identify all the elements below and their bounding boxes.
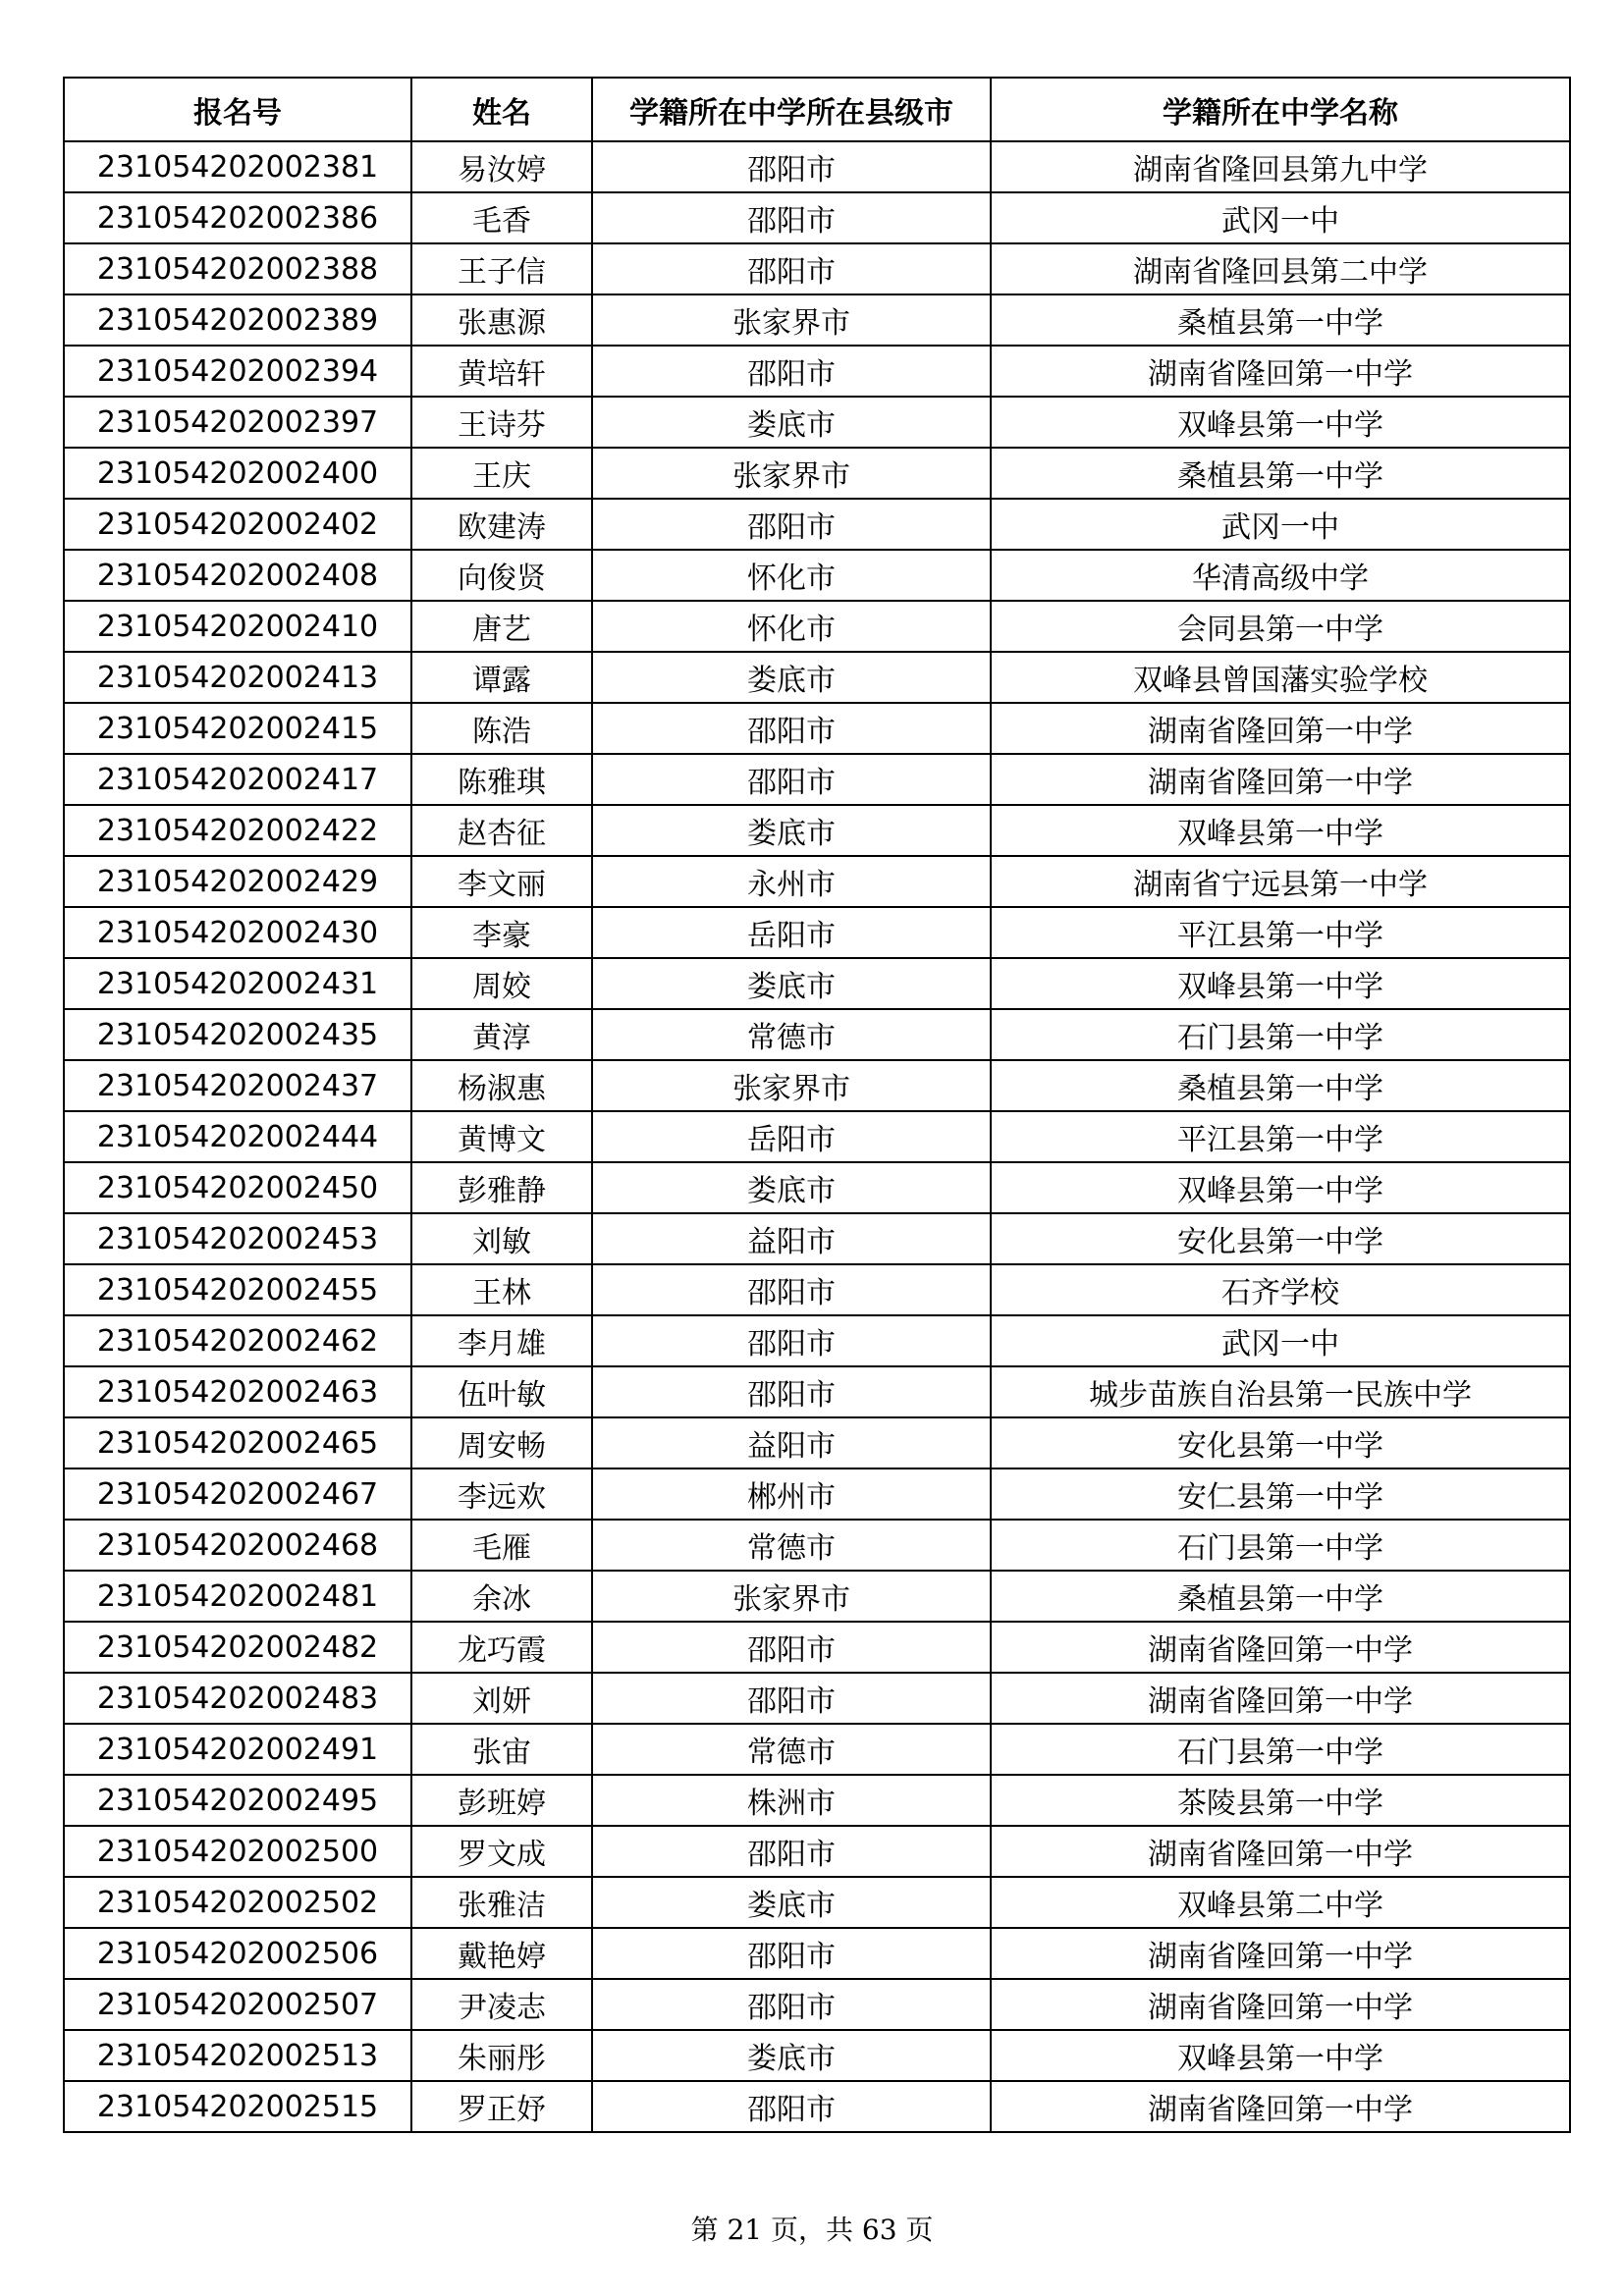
name-cell: 周安畅: [411, 1417, 592, 1468]
table-row: [64, 856, 1570, 907]
name-cell: 谭露: [411, 652, 592, 703]
school-name-cell: 石齐学校: [991, 1264, 1570, 1315]
table-row: [64, 1622, 1570, 1673]
name-cell: 唐艺: [411, 601, 592, 652]
table-row: [64, 448, 1570, 499]
school-name-cell: 安化县第一中学: [991, 1417, 1570, 1468]
name-cell: 毛雁: [411, 1520, 592, 1571]
name-cell: 罗正妤: [411, 2081, 592, 2132]
school-name-cell: 双峰县第一中学: [991, 805, 1570, 856]
school-name-cell: 武冈一中: [991, 192, 1570, 243]
name-cell: 戴艳婷: [411, 1928, 592, 1979]
county-city-cell: 邵阳市: [592, 499, 991, 550]
table-row: [64, 805, 1570, 856]
name-cell: 张惠源: [411, 294, 592, 346]
name-cell: 黄博文: [411, 1111, 592, 1162]
table-row: [64, 1724, 1570, 1775]
registration-number-cell: 231054202002467: [64, 1468, 411, 1520]
county-city-cell: 怀化市: [592, 601, 991, 652]
header-row: [64, 78, 1570, 141]
school-name-cell: 平江县第一中学: [991, 907, 1570, 958]
name-cell: 龙巧霞: [411, 1622, 592, 1673]
name-cell: 赵杏征: [411, 805, 592, 856]
county-city-cell: 邵阳市: [592, 141, 991, 192]
registration-number-cell: 231054202002495: [64, 1775, 411, 1826]
table-row: [64, 243, 1570, 294]
school-name-cell: 武冈一中: [991, 499, 1570, 550]
registration-number-cell: 231054202002453: [64, 1213, 411, 1264]
county-city-cell: 娄底市: [592, 958, 991, 1009]
name-cell: 彭班婷: [411, 1775, 592, 1826]
admission-list-table: [63, 77, 1571, 2133]
county-city-cell: 邵阳市: [592, 1264, 991, 1315]
name-cell: 王庆: [411, 448, 592, 499]
registration-number-cell: 231054202002482: [64, 1622, 411, 1673]
school-name-cell: 桑植县第一中学: [991, 448, 1570, 499]
county-city-cell: 益阳市: [592, 1417, 991, 1468]
table-row: [64, 958, 1570, 1009]
school-name-cell: 城步苗族自治县第一民族中学: [991, 1366, 1570, 1417]
name-cell: 尹凌志: [411, 1979, 592, 2030]
name-cell: 张宙: [411, 1724, 592, 1775]
school-name-cell: 湖南省隆回第一中学: [991, 703, 1570, 754]
school-name-cell: 双峰县第二中学: [991, 1877, 1570, 1928]
school-name-cell: 安仁县第一中学: [991, 1468, 1570, 1520]
registration-number-cell: 231054202002394: [64, 346, 411, 397]
school-name-cell: 武冈一中: [991, 1315, 1570, 1366]
county-city-cell: 张家界市: [592, 294, 991, 346]
school-name-cell: 桑植县第一中学: [991, 1060, 1570, 1111]
school-name-cell: 安化县第一中学: [991, 1213, 1570, 1264]
county-city-cell: 怀化市: [592, 550, 991, 601]
school-name-cell: 湖南省隆回第一中学: [991, 1673, 1570, 1724]
header-county-city: 学籍所在中学所在县级市: [592, 78, 991, 141]
registration-number-cell: 231054202002515: [64, 2081, 411, 2132]
county-city-cell: 邵阳市: [592, 703, 991, 754]
name-cell: 彭雅静: [411, 1162, 592, 1213]
name-cell: 向俊贤: [411, 550, 592, 601]
name-cell: 李远欢: [411, 1468, 592, 1520]
county-city-cell: 常德市: [592, 1520, 991, 1571]
county-city-cell: 娄底市: [592, 1162, 991, 1213]
school-name-cell: 湖南省隆回第一中学: [991, 1826, 1570, 1877]
county-city-cell: 邵阳市: [592, 1622, 991, 1673]
county-city-cell: 邵阳市: [592, 1928, 991, 1979]
county-city-cell: 永州市: [592, 856, 991, 907]
registration-number-cell: 231054202002507: [64, 1979, 411, 2030]
table-row: [64, 1673, 1570, 1724]
table-row: [64, 703, 1570, 754]
registration-number-cell: 231054202002506: [64, 1928, 411, 1979]
registration-number-cell: 231054202002422: [64, 805, 411, 856]
name-cell: 李文丽: [411, 856, 592, 907]
table-row: [64, 550, 1570, 601]
name-cell: 黄培轩: [411, 346, 592, 397]
school-name-cell: 双峰县第一中学: [991, 397, 1570, 448]
county-city-cell: 邵阳市: [592, 1826, 991, 1877]
name-cell: 周姣: [411, 958, 592, 1009]
name-cell: 刘妍: [411, 1673, 592, 1724]
county-city-cell: 邵阳市: [592, 192, 991, 243]
county-city-cell: 张家界市: [592, 1571, 991, 1622]
county-city-cell: 邵阳市: [592, 2081, 991, 2132]
name-cell: 王诗芬: [411, 397, 592, 448]
registration-number-cell: 231054202002415: [64, 703, 411, 754]
county-city-cell: 娄底市: [592, 805, 991, 856]
registration-number-cell: 231054202002450: [64, 1162, 411, 1213]
school-name-cell: 桑植县第一中学: [991, 294, 1570, 346]
table-row: [64, 1520, 1570, 1571]
registration-number-cell: 231054202002402: [64, 499, 411, 550]
name-cell: 王林: [411, 1264, 592, 1315]
school-name-cell: 湖南省隆回第一中学: [991, 1979, 1570, 2030]
registration-number-cell: 231054202002400: [64, 448, 411, 499]
table-row: [64, 1264, 1570, 1315]
table-header: [64, 78, 1570, 141]
county-city-cell: 娄底市: [592, 652, 991, 703]
school-name-cell: 湖南省隆回第一中学: [991, 2081, 1570, 2132]
registration-number-cell: 231054202002483: [64, 1673, 411, 1724]
registration-number-cell: 231054202002500: [64, 1826, 411, 1877]
school-name-cell: 湖南省隆回第一中学: [991, 1622, 1570, 1673]
school-name-cell: 桑植县第一中学: [991, 1571, 1570, 1622]
school-name-cell: 会同县第一中学: [991, 601, 1570, 652]
county-city-cell: 常德市: [592, 1009, 991, 1060]
registration-number-cell: 231054202002465: [64, 1417, 411, 1468]
table-row: [64, 907, 1570, 958]
county-city-cell: 娄底市: [592, 2030, 991, 2081]
school-name-cell: 双峰县第一中学: [991, 2030, 1570, 2081]
table-row: [64, 1775, 1570, 1826]
name-cell: 陈雅琪: [411, 754, 592, 805]
county-city-cell: 邵阳市: [592, 243, 991, 294]
name-cell: 罗文成: [411, 1826, 592, 1877]
registration-number-cell: 231054202002455: [64, 1264, 411, 1315]
registration-number-cell: 231054202002463: [64, 1366, 411, 1417]
header-school-name: 学籍所在中学名称: [991, 78, 1570, 141]
table-row: [64, 1928, 1570, 1979]
name-cell: 张雅洁: [411, 1877, 592, 1928]
header-name: 姓名: [411, 78, 592, 141]
school-name-cell: 石门县第一中学: [991, 1009, 1570, 1060]
table-row: [64, 1417, 1570, 1468]
registration-number-cell: 231054202002431: [64, 958, 411, 1009]
table-row: [64, 1315, 1570, 1366]
table-row: [64, 294, 1570, 346]
school-name-cell: 湖南省宁远县第一中学: [991, 856, 1570, 907]
registration-number-cell: 231054202002435: [64, 1009, 411, 1060]
county-city-cell: 邵阳市: [592, 1673, 991, 1724]
table-row: [64, 1366, 1570, 1417]
registration-number-cell: 231054202002437: [64, 1060, 411, 1111]
registration-number-cell: 231054202002417: [64, 754, 411, 805]
county-city-cell: 邵阳市: [592, 1366, 991, 1417]
school-name-cell: 平江县第一中学: [991, 1111, 1570, 1162]
registration-number-cell: 231054202002397: [64, 397, 411, 448]
table-row: [64, 397, 1570, 448]
name-cell: 李月雄: [411, 1315, 592, 1366]
registration-number-cell: 231054202002430: [64, 907, 411, 958]
registration-number-cell: 231054202002468: [64, 1520, 411, 1571]
name-cell: 王子信: [411, 243, 592, 294]
county-city-cell: 株洲市: [592, 1775, 991, 1826]
county-city-cell: 邵阳市: [592, 346, 991, 397]
table-row: [64, 1162, 1570, 1213]
registration-number-cell: 231054202002513: [64, 2030, 411, 2081]
registration-number-cell: 231054202002389: [64, 294, 411, 346]
name-cell: 毛香: [411, 192, 592, 243]
table-row: [64, 601, 1570, 652]
registration-number-cell: 231054202002491: [64, 1724, 411, 1775]
table-row: [64, 499, 1570, 550]
table-row: [64, 1571, 1570, 1622]
table-row: [64, 1060, 1570, 1111]
school-name-cell: 双峰县第一中学: [991, 1162, 1570, 1213]
county-city-cell: 益阳市: [592, 1213, 991, 1264]
table-row: [64, 192, 1570, 243]
county-city-cell: 邵阳市: [592, 1979, 991, 2030]
school-name-cell: 湖南省隆回第一中学: [991, 346, 1570, 397]
school-name-cell: 华清高级中学: [991, 550, 1570, 601]
registration-number-cell: 231054202002502: [64, 1877, 411, 1928]
table-row: [64, 2081, 1570, 2132]
registration-number-cell: 231054202002408: [64, 550, 411, 601]
registration-number-cell: 231054202002381: [64, 141, 411, 192]
county-city-cell: 常德市: [592, 1724, 991, 1775]
county-city-cell: 张家界市: [592, 448, 991, 499]
name-cell: 刘敏: [411, 1213, 592, 1264]
registration-number-cell: 231054202002429: [64, 856, 411, 907]
table-row: [64, 346, 1570, 397]
school-name-cell: 湖南省隆回第一中学: [991, 1928, 1570, 1979]
school-name-cell: 茶陵县第一中学: [991, 1775, 1570, 1826]
table-body: [64, 141, 1570, 2132]
school-name-cell: 石门县第一中学: [991, 1520, 1570, 1571]
table-row: [64, 141, 1570, 192]
name-cell: 欧建涛: [411, 499, 592, 550]
table-row: [64, 1009, 1570, 1060]
page-footer: 第 21 页，共 63 页: [690, 2214, 934, 2246]
school-name-cell: 湖南省隆回县第二中学: [991, 243, 1570, 294]
registration-number-cell: 231054202002413: [64, 652, 411, 703]
table-row: [64, 1826, 1570, 1877]
name-cell: 黄淳: [411, 1009, 592, 1060]
school-name-cell: 石门县第一中学: [991, 1724, 1570, 1775]
header-registration-number: 报名号: [64, 78, 411, 141]
county-city-cell: 娄底市: [592, 397, 991, 448]
name-cell: 易汝婷: [411, 141, 592, 192]
name-cell: 伍叶敏: [411, 1366, 592, 1417]
table-row: [64, 1468, 1570, 1520]
county-city-cell: 郴州市: [592, 1468, 991, 1520]
county-city-cell: 岳阳市: [592, 907, 991, 958]
registration-number-cell: 231054202002386: [64, 192, 411, 243]
table-row: [64, 2030, 1570, 2081]
name-cell: 陈浩: [411, 703, 592, 754]
county-city-cell: 邵阳市: [592, 1315, 991, 1366]
table-row: [64, 1111, 1570, 1162]
name-cell: 杨淑惠: [411, 1060, 592, 1111]
name-cell: 余冰: [411, 1571, 592, 1622]
school-name-cell: 湖南省隆回第一中学: [991, 754, 1570, 805]
registration-number-cell: 231054202002481: [64, 1571, 411, 1622]
county-city-cell: 邵阳市: [592, 754, 991, 805]
school-name-cell: 湖南省隆回县第九中学: [991, 141, 1570, 192]
county-city-cell: 张家界市: [592, 1060, 991, 1111]
table-row: [64, 1979, 1570, 2030]
table-row: [64, 1213, 1570, 1264]
table-row: [64, 754, 1570, 805]
registration-number-cell: 231054202002462: [64, 1315, 411, 1366]
name-cell: 朱丽彤: [411, 2030, 592, 2081]
name-cell: 李豪: [411, 907, 592, 958]
registration-number-cell: 231054202002388: [64, 243, 411, 294]
county-city-cell: 娄底市: [592, 1877, 991, 1928]
table-row: [64, 1877, 1570, 1928]
table-row: [64, 652, 1570, 703]
registration-number-cell: 231054202002444: [64, 1111, 411, 1162]
county-city-cell: 岳阳市: [592, 1111, 991, 1162]
registration-number-cell: 231054202002410: [64, 601, 411, 652]
school-name-cell: 双峰县第一中学: [991, 958, 1570, 1009]
school-name-cell: 双峰县曾国藩实验学校: [991, 652, 1570, 703]
